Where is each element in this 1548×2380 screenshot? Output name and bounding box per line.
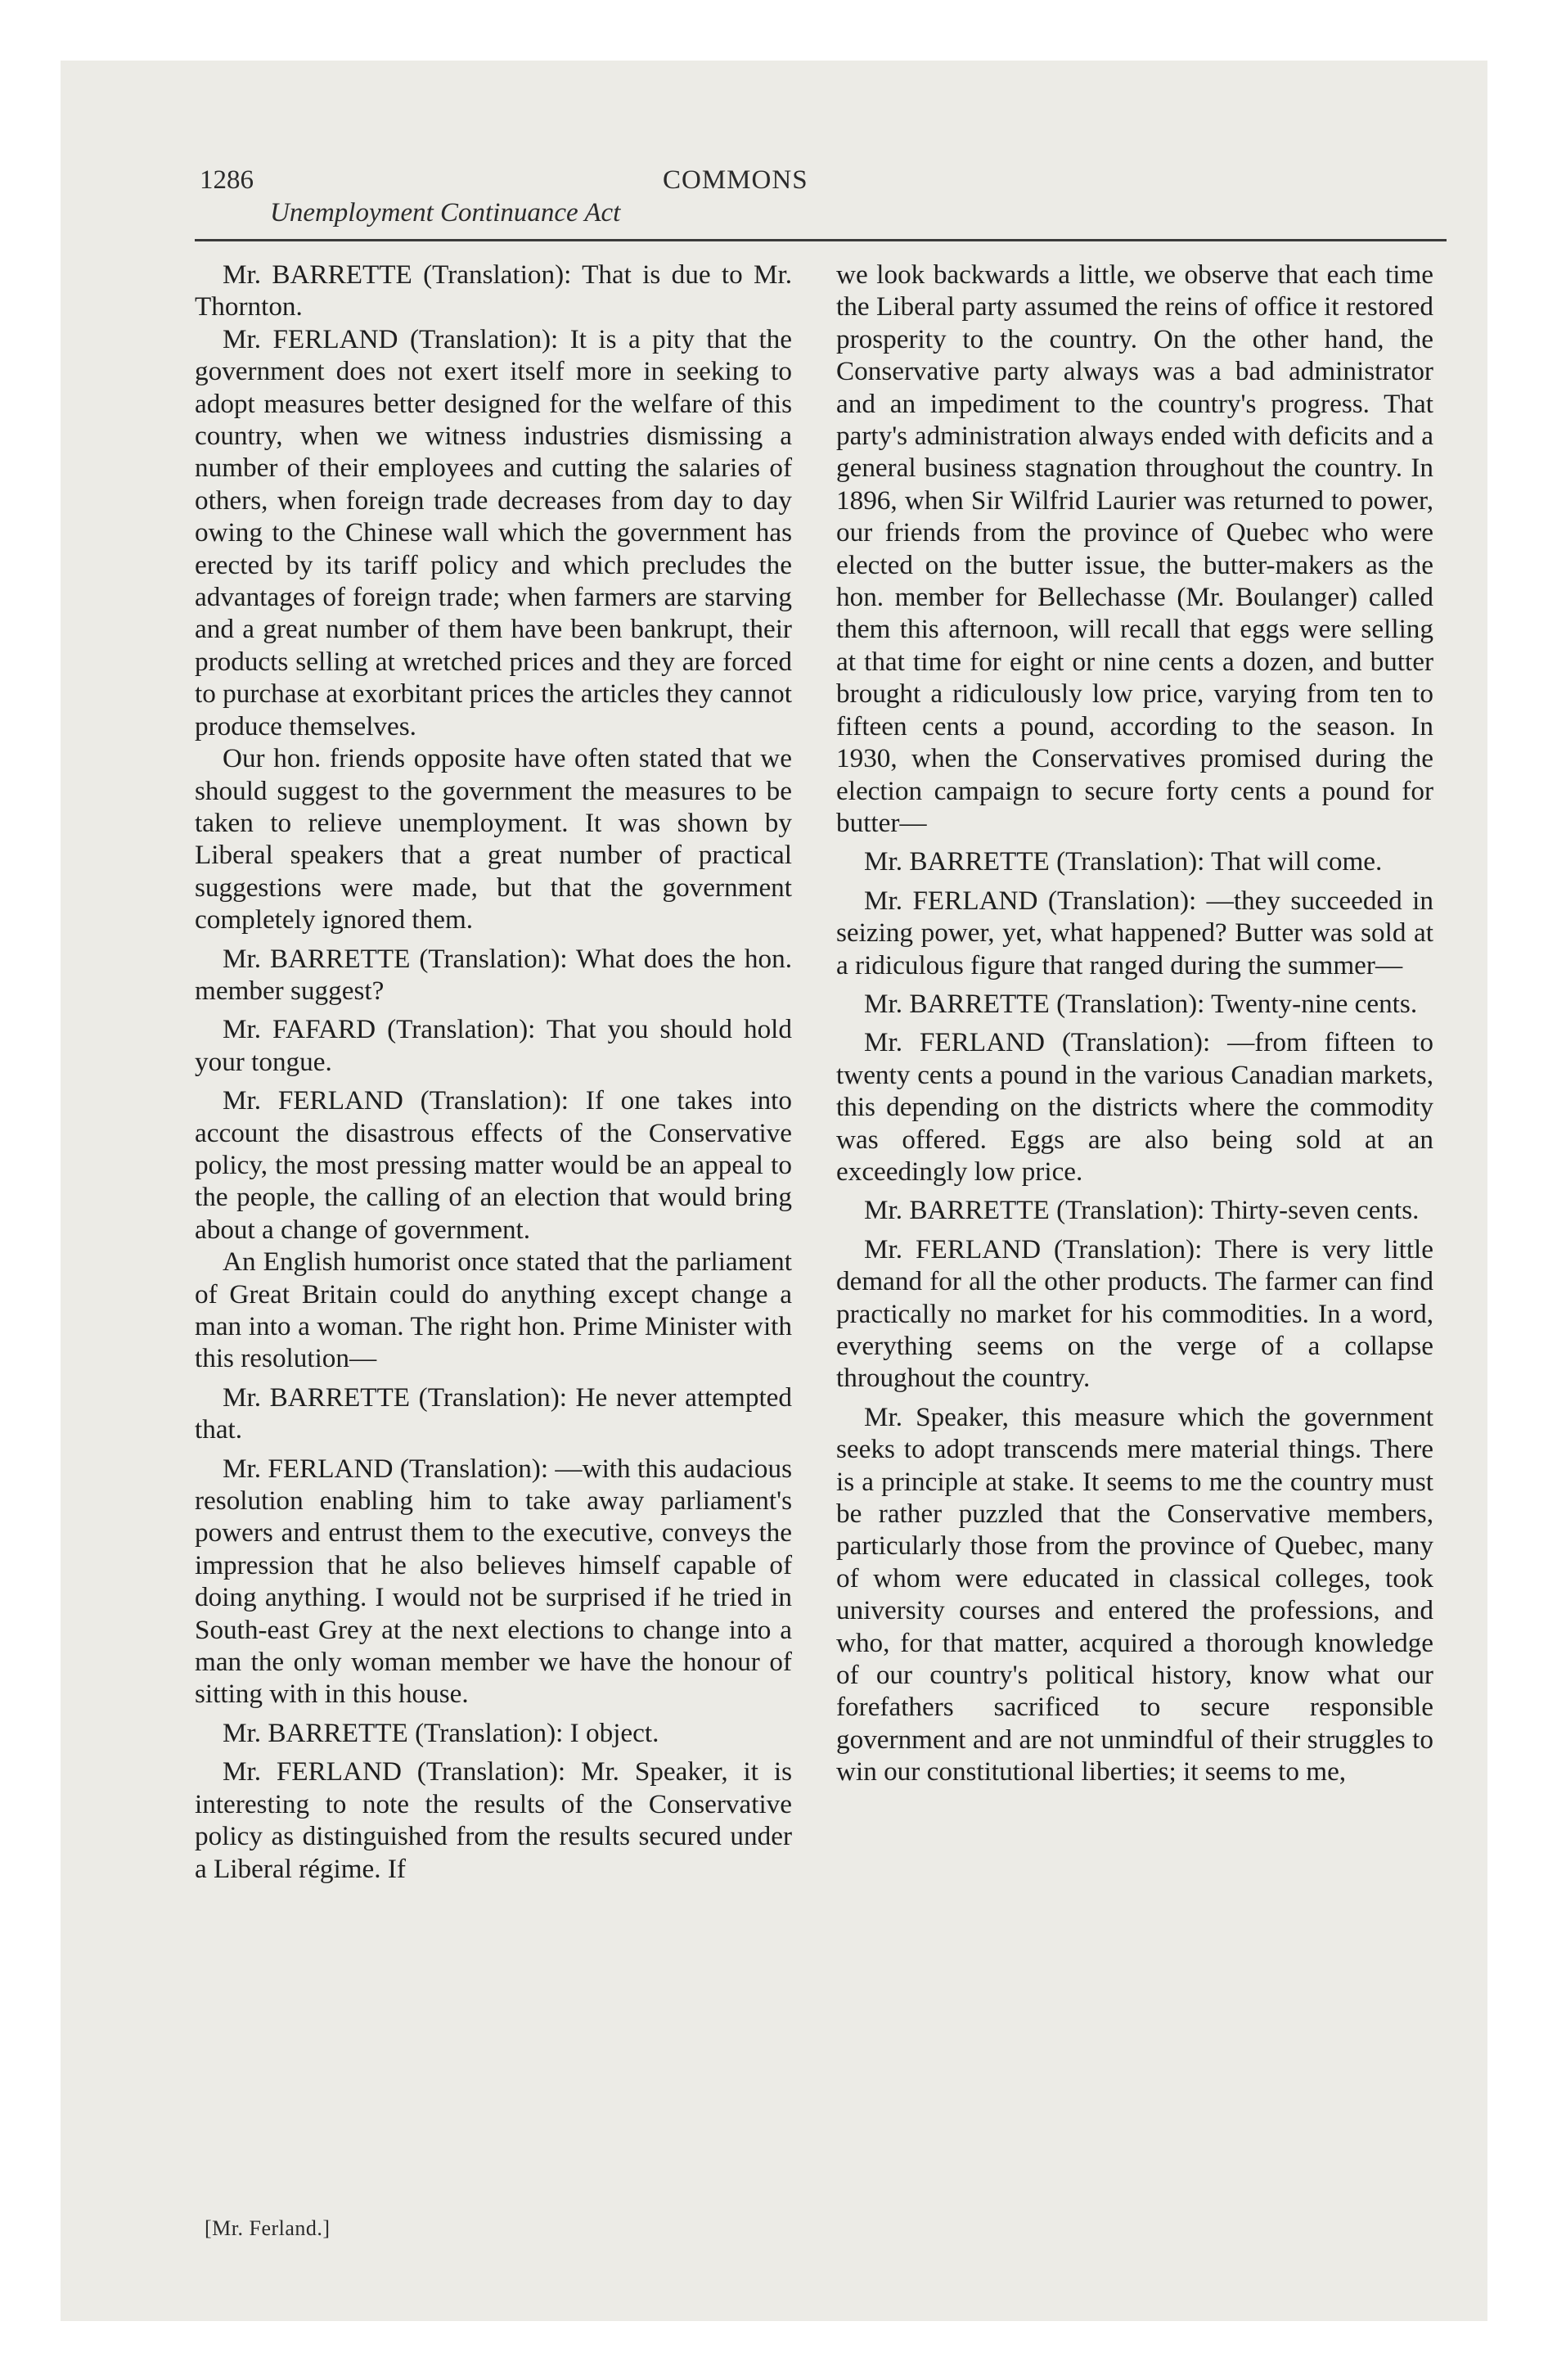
paragraph: Mr. BARRETTE (Translation): That is due to Mr. Thornton. — [195, 259, 792, 322]
paragraph: Mr. FERLAND (Translation): It is a pity that the government does not exert itself more in seeking to adopt measures better designed for the welfare of this country, when we witness industries dismissing a number of their employees and cutting the salaries of others, when foreign trade decreases from day to day owing to the Chinese wall which the government has erected by its tariff policy and which precludes the advantages of foreign trade; when farmers are starving and a great number of them have been bankrupt, their products selling at wretched prices and they are forced to purchase at exorbitant prices the articles they cannot produce themselves. — [195, 323, 792, 741]
paragraph: Mr. BARRETTE (Translation): Twenty-nine cents. — [864, 988, 1418, 1019]
left-column — [195, 259, 792, 1885]
paragraph: Mr. BARRETTE (Translation): Thirty-seven cents. — [864, 1195, 1420, 1226]
paragraph: Mr. BARRETTE (Translation): That will come. — [864, 846, 1383, 877]
paragraph: An English humorist once stated that the parliament of Great Britain could do anything except change a man into a woman. The right hon. Prime Minister with this resolution— — [195, 1246, 792, 1374]
paragraph: Mr. BARRETTE (Translation): What does the hon. member suggest? — [195, 943, 792, 1006]
section-title: Unemployment Continuance Act — [270, 198, 621, 228]
paragraph: Mr. BARRETTE (Translation): He never attempted that. — [195, 1382, 792, 1445]
paragraph: Mr. FERLAND (Translation): There is very little demand for all the other products. The farmer can find practically no market for his commodities. In a word, everything seems on the verge of a collapse throughout the country. — [836, 1233, 1433, 1394]
page-number: 1286 — [200, 165, 254, 195]
paragraph: Mr. FERLAND (Translation): Mr. Speaker, it is interesting to note the results of the Conservative policy as distinguished from the results secured under a Liberal régime. If — [195, 1756, 792, 1884]
paragraph: Mr. FERLAND (Translation): —with this audacious resolution enabling him to take away parliament's powers and entrust them to the executive, conveys the impression that he also believes himself capable of doing anything. I would not be surprised if he tried in South-east Grey at the next elections to change into a man the only woman member we have the honour of sitting with in this house. — [195, 1453, 792, 1710]
paragraph: Mr. BARRETTE (Translation): I object. — [223, 1717, 659, 1748]
paragraph: Mr. Speaker, this measure which the government seeks to adopt transcends mere material things. There is a principle at stake. It seems to me the country must be rather puzzled that the Conservative members, particularly those from the province of Quebec, many of whom were educated in classical colleges, took university courses and entered the professions, and who, for that matter, acquired a thorough knowledge of our country's political history, know what our forefathers sacrificed to secure responsible government and are not unmindful of their struggles to win our constitutional liberties; it seems to me, — [836, 1401, 1433, 1787]
paragraph: we look backwards a little, we observe that each time the Liberal party assumed the reins of office it restored prosperity to the country. On the other hand, the Conservative party always was a bad administrator and an impediment to the country's progress. That party's administration always ended with deficits and a general business stagnation throughout the country. In 1896, when Sir Wilfrid Laurier was returned to power, our friends from the province of Quebec who were elected on the butter issue, the butter-makers as the hon. member for Bellechasse (Mr. Boulanger) called them this afternoon, will recall that eggs were selling at that time for eight or nine cents a dozen, and butter brought a ridiculously low price, varying from ten to fifteen cents a pound, according to the season. In 1930, when the Conservatives promised during the election campaign to secure forty cents a pound for butter— — [836, 259, 1433, 838]
paragraph: Mr. FERLAND (Translation): —from fifteen to twenty cents a pound in the various Canadian markets, this depending on the districts where the commodity was offered. Eggs are also being sold at an exceedingly low price. — [836, 1027, 1433, 1187]
right-column — [836, 259, 1433, 1788]
paragraph: Mr. FERLAND (Translation): If one takes into account the disastrous effects of the Conservative policy, the most pressing matter would be an appeal to the people, the calling of an election that would bring about a change of government. — [195, 1085, 792, 1245]
paragraph: Our hon. friends opposite have often stated that we should suggest to the government the measures to be taken to relieve unemployment. It was shown by Liberal speakers that a great number of practical suggestions were made, but that the government completely ignored them. — [195, 743, 792, 935]
paragraph: Mr. FERLAND (Translation): —they succeeded in seizing power, yet, what happened? Butter was sold at a ridiculous figure that ranged during the summer— — [836, 885, 1433, 980]
speaker-credit: [Mr. Ferland.] — [205, 2216, 331, 2240]
journal-name: COMMONS — [663, 165, 808, 195]
running-head — [200, 162, 1451, 228]
paragraph: Mr. FAFARD (Translation): That you should hold your tongue. — [195, 1014, 792, 1077]
header-rule — [195, 239, 1447, 241]
